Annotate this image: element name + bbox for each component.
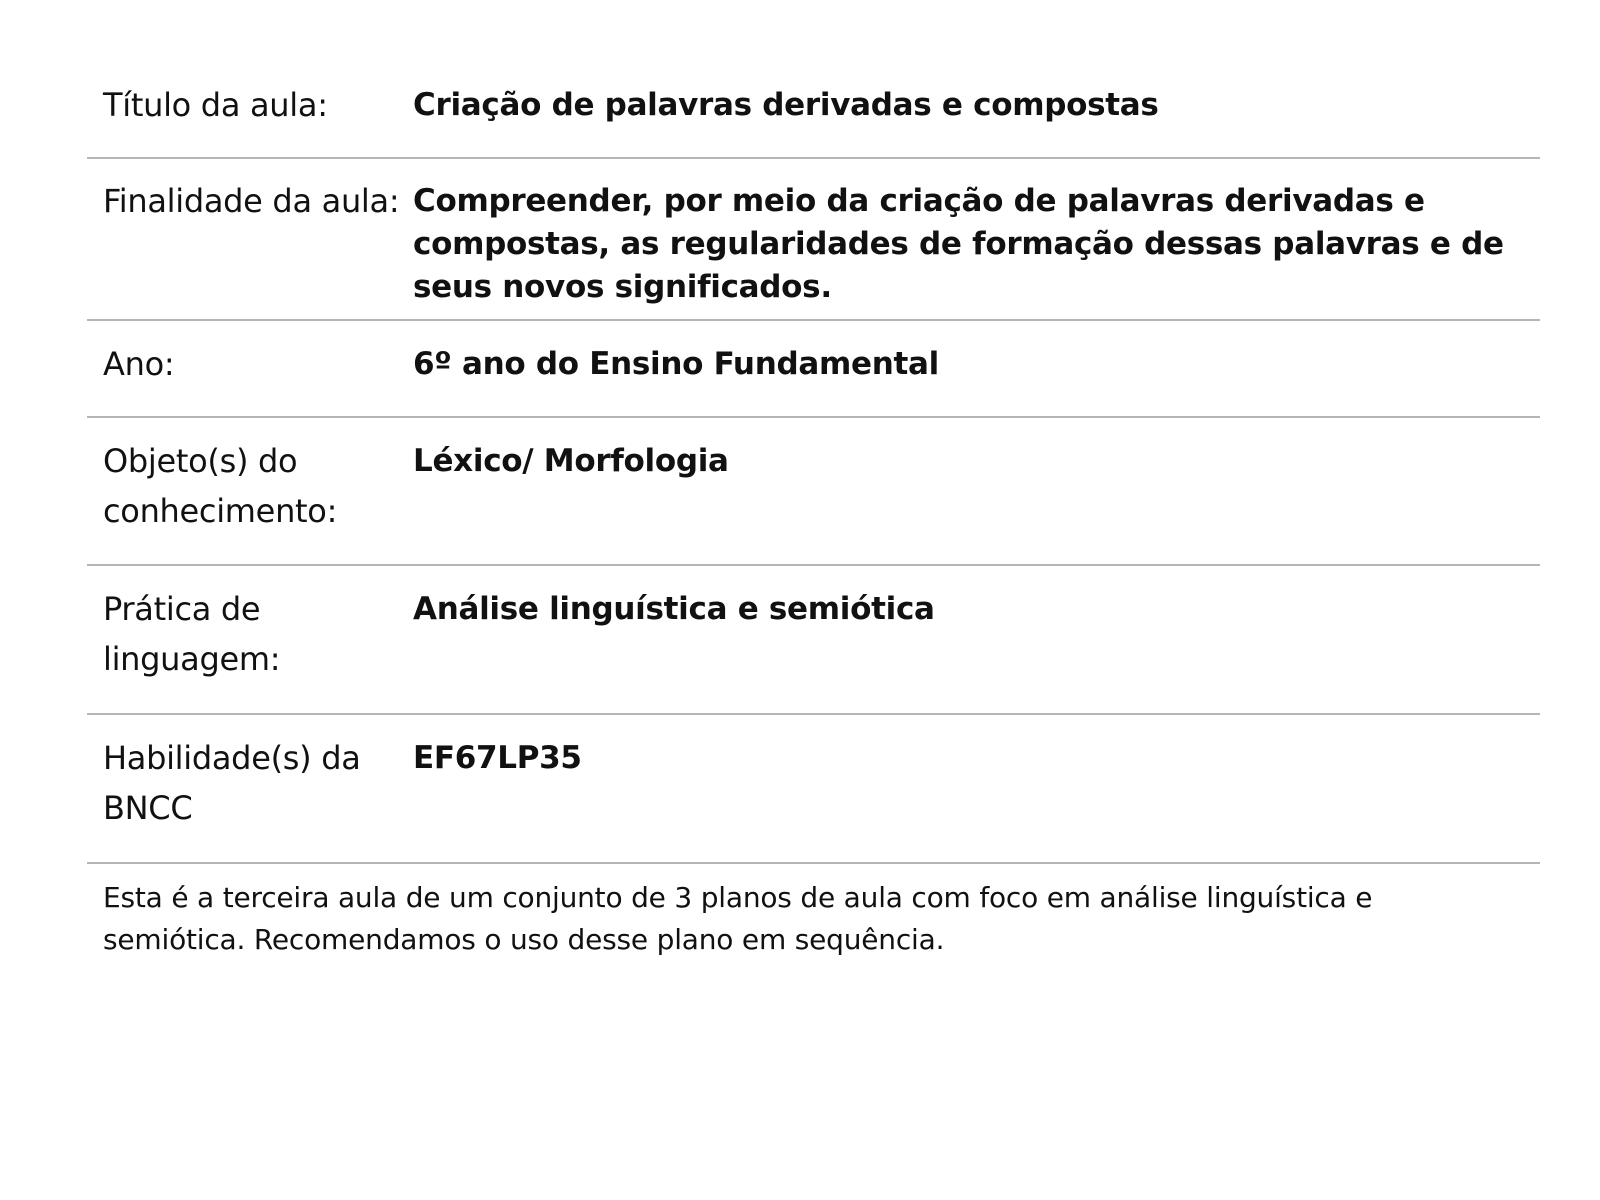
- row-label: Prática de linguagem:: [103, 590, 281, 678]
- row-value: Léxico/ Morfologia: [413, 443, 729, 479]
- row-label: Título da aula:: [103, 86, 328, 124]
- row-value: EF67LP35: [413, 740, 582, 776]
- row-purpose: [87, 159, 1540, 321]
- row-label: Habilidade(s) da BNCC: [103, 739, 361, 827]
- row-knowledge-object: [87, 418, 1540, 566]
- row-label: Objeto(s) do conhecimento:: [103, 442, 338, 530]
- row-language-practice: [87, 566, 1540, 715]
- row-value: Análise linguística e semiótica: [413, 591, 935, 627]
- footer-note: Esta é a terceira aula de um conjunto de 3 planos de aula com foco em análise linguística e semiótica. Recomendamos o uso desse plano em sequência.: [103, 881, 1373, 956]
- row-label: Finalidade da aula:: [103, 182, 400, 220]
- row-value: Criação de palavras derivadas e compostas: [413, 87, 1159, 123]
- row-title: [87, 60, 1540, 159]
- row-bncc-skill: [87, 715, 1540, 864]
- lesson-info-table: [87, 60, 1540, 864]
- row-year: [87, 321, 1540, 418]
- row-label: Ano:: [103, 345, 175, 383]
- row-value: Compreender, por meio da criação de palavras derivadas e compostas, as regularidades de formação dessas palavras e de seus novos significados.: [413, 183, 1504, 305]
- row-value: 6º ano do Ensino Fundamental: [413, 346, 939, 382]
